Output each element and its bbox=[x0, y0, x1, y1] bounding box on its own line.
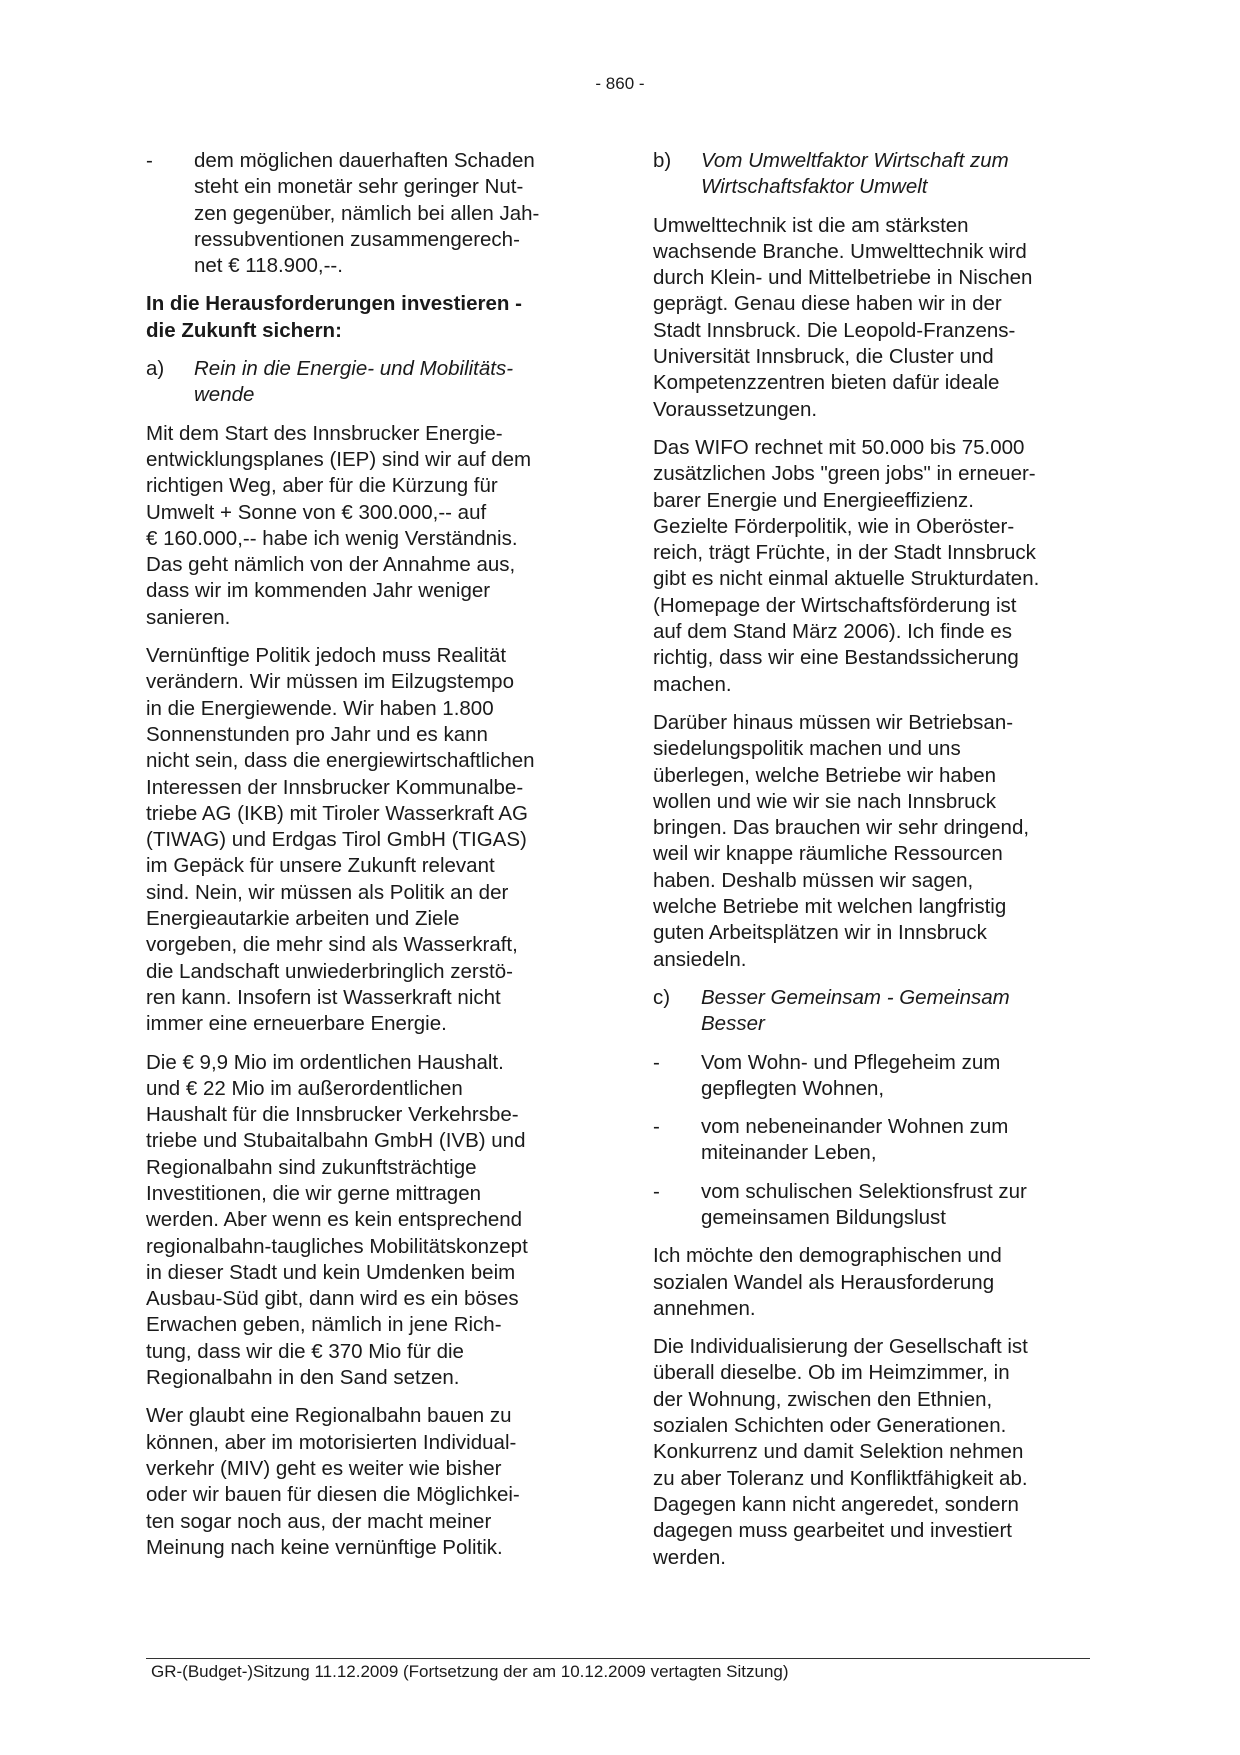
text-line: Vom Wohn- und Pflegeheim zum bbox=[701, 1050, 1001, 1074]
subsection-title bbox=[701, 985, 1090, 1038]
intro-bullet bbox=[146, 148, 583, 279]
text-line: Kompetenzzentren bieten dafür ideale bbox=[653, 371, 1000, 395]
text-line: vorgeben, die mehr sind als Wasserkraft, bbox=[146, 933, 518, 957]
text-line: sozialen Schichten oder Generationen. bbox=[653, 1414, 1007, 1438]
text-line: gemeinsamen Bildungslust bbox=[701, 1205, 946, 1229]
text-line: zu aber Toleranz und Konfliktfähigkeit ab. bbox=[653, 1466, 1028, 1490]
text-line: Investitionen, die wir gerne mittragen bbox=[146, 1181, 482, 1205]
text-line: Universität Innsbruck, die Cluster und bbox=[653, 345, 994, 369]
bullet-text bbox=[701, 1050, 1090, 1103]
text-line: Rein in die Energie- und Mobilitäts- bbox=[194, 357, 514, 381]
text-line: ressubventionen zusammengerech- bbox=[194, 227, 520, 251]
text-line: Mit dem Start des Innsbrucker Energie- bbox=[146, 421, 503, 445]
text-line: reich, trägt Früchte, in der Stadt Innsbruck bbox=[653, 541, 1036, 565]
text-line: richtig, dass wir eine Bestandssicherung bbox=[653, 646, 1019, 670]
paragraph bbox=[146, 1050, 583, 1392]
text-line: Ich möchte den demographischen und bbox=[653, 1244, 1002, 1268]
text-line: tung, dass wir die € 370 Mio für die bbox=[146, 1339, 464, 1363]
text-line: wende bbox=[194, 383, 255, 407]
page-footer: GR-(Budget-)Sitzung 11.12.2009 (Fortsetzung der am 10.12.2009 vertagten Sitzung) bbox=[151, 1662, 789, 1681]
text-line: dem möglichen dauerhaften Schaden bbox=[194, 149, 535, 172]
paragraph bbox=[653, 1334, 1090, 1571]
text-line: steht ein monetär sehr geringer Nut- bbox=[194, 175, 524, 199]
text-line: verkehr (MIV) geht es weiter wie bisher bbox=[146, 1456, 502, 1480]
text-line: Wer glaubt eine Regionalbahn bauen zu bbox=[146, 1404, 512, 1428]
text-line: guten Arbeitsplätzen wir in Innsbruck bbox=[653, 921, 987, 945]
text-line: dagegen muss gearbeitet und investiert bbox=[653, 1519, 1012, 1543]
text-line: werden. Aber wenn es kein entsprechend bbox=[146, 1208, 523, 1232]
text-line: zen gegenüber, nämlich bei allen Jah- bbox=[194, 201, 540, 225]
subsection-a bbox=[146, 356, 583, 409]
left-column bbox=[146, 148, 583, 1573]
text-line: geprägt. Genau diese haben wir in der bbox=[653, 292, 1002, 316]
text-line: weil wir knappe räumliche Ressourcen bbox=[653, 842, 1003, 866]
text-line: (TIWAG) und Erdgas Tirol GmbH (TIGAS) bbox=[146, 828, 527, 852]
text-line: die Zukunft sichern: bbox=[146, 318, 342, 342]
text-line: nicht sein, dass die energiewirtschaftlichen bbox=[146, 749, 535, 773]
list-item bbox=[653, 1050, 1090, 1103]
text-line: Energieautarkie arbeiten und Ziele bbox=[146, 907, 460, 931]
paragraph bbox=[653, 213, 1090, 423]
subsection-marker: c) bbox=[653, 985, 671, 1009]
text-line: überlegen, welche Betriebe wir haben bbox=[653, 763, 997, 787]
text-line: sanieren. bbox=[146, 605, 231, 629]
bullet-marker: - bbox=[653, 1115, 660, 1139]
subsection-marker: a) bbox=[146, 357, 165, 381]
text-line: Vom Umweltfaktor Wirtschaft zum bbox=[701, 149, 1009, 172]
text-line: ansiedeln. bbox=[653, 947, 747, 971]
subsection-c bbox=[653, 985, 1090, 1038]
text-line: Die Individualisierung der Gesellschaft ist bbox=[653, 1335, 1028, 1359]
text-line: machen. bbox=[653, 672, 732, 696]
text-line: Sonnenstunden pro Jahr und es kann bbox=[146, 722, 488, 746]
text-line: Darüber hinaus müssen wir Betriebsan- bbox=[653, 710, 1014, 734]
text-line: welche Betriebe mit welchen langfristig bbox=[653, 895, 1007, 919]
text-line: im Gepäck für unsere Zukunft relevant bbox=[146, 854, 495, 878]
text-line: haben. Deshalb müssen wir sagen, bbox=[653, 868, 974, 892]
bullet-marker: - bbox=[653, 1050, 660, 1074]
subsection-title bbox=[701, 148, 1090, 201]
bullet-marker: - bbox=[146, 149, 153, 172]
subsection-title bbox=[194, 356, 583, 409]
text-line: barer Energie und Energieeffizienz. bbox=[653, 488, 974, 512]
text-line: dass wir im kommenden Jahr weniger bbox=[146, 579, 491, 603]
text-line: ren kann. Insofern ist Wasserkraft nicht bbox=[146, 985, 501, 1009]
text-line: richtigen Weg, aber für die Kürzung für bbox=[146, 474, 498, 498]
paragraph bbox=[146, 421, 583, 631]
paragraph bbox=[653, 710, 1090, 973]
text-line: die Landschaft unwiederbringlich zerstö- bbox=[146, 959, 513, 983]
text-line: annehmen. bbox=[653, 1296, 756, 1320]
text-line: Besser Gemeinsam - Gemeinsam bbox=[701, 985, 1010, 1009]
text-line: Das geht nämlich von der Annahme aus, bbox=[146, 553, 516, 577]
subsection-b bbox=[653, 148, 1090, 201]
text-line: Interessen der Innsbrucker Kommunalbe- bbox=[146, 775, 524, 799]
text-line: bringen. Das brauchen wir sehr dringend, bbox=[653, 816, 1030, 840]
footer-divider bbox=[146, 1658, 1090, 1659]
text-line: triebe AG (IKB) mit Tiroler Wasserkraft AG bbox=[146, 801, 528, 825]
text-line: (Homepage der Wirtschaftsförderung ist bbox=[653, 593, 1017, 617]
text-line: vom schulischen Selektionsfrust zur bbox=[701, 1179, 1027, 1203]
text-line: Meinung nach keine vernünftige Politik. bbox=[146, 1535, 503, 1559]
right-column bbox=[653, 148, 1090, 1583]
paragraph bbox=[146, 643, 583, 1037]
bullet-text bbox=[701, 1179, 1090, 1232]
text-line: können, aber im motorisierten Individual- bbox=[146, 1430, 517, 1454]
text-line: gibt es nicht einmal aktuelle Strukturdaten. bbox=[653, 567, 1040, 591]
list-item bbox=[653, 1114, 1090, 1167]
paragraph bbox=[653, 1243, 1090, 1322]
text-line: In die Herausforderungen investieren - bbox=[146, 292, 522, 316]
text-line: Umwelttechnik ist die am stärksten bbox=[653, 213, 969, 237]
text-line: Regionalbahn sind zukunftsträchtige bbox=[146, 1155, 477, 1179]
subsection-marker: b) bbox=[653, 149, 672, 172]
text-line: vom nebeneinander Wohnen zum bbox=[701, 1115, 1009, 1139]
paragraph bbox=[146, 1403, 583, 1561]
text-line: Voraussetzungen. bbox=[653, 397, 818, 421]
text-line: net € 118.900,--. bbox=[194, 254, 343, 278]
text-line: Konkurrenz und damit Selektion nehmen bbox=[653, 1440, 1024, 1464]
text-line: entwicklungsplanes (IEP) sind wir auf dem bbox=[146, 447, 532, 471]
text-line: durch Klein- und Mittelbetriebe in Nischen bbox=[653, 266, 1033, 290]
bullet-marker: - bbox=[653, 1179, 660, 1203]
text-line: Stadt Innsbruck. Die Leopold-Franzens- bbox=[653, 318, 1016, 342]
bullet-text bbox=[701, 1114, 1090, 1167]
text-line: Umwelt + Sonne von € 300.000,-- auf bbox=[146, 500, 487, 524]
text-line: regionalbahn-taugliches Mobilitätskonzept bbox=[146, 1234, 528, 1258]
text-line: der Wohnung, zwischen den Ethnien, bbox=[653, 1387, 993, 1411]
text-line: Haushalt für die Innsbrucker Verkehrsbe- bbox=[146, 1103, 519, 1127]
text-line: Gezielte Förderpolitik, wie in Oberöster- bbox=[653, 514, 1015, 538]
text-line: sind. Nein, wir müssen als Politik an der bbox=[146, 880, 509, 904]
text-line: und € 22 Mio im außerordentlichen bbox=[146, 1076, 463, 1100]
bullet-text bbox=[194, 148, 583, 279]
text-line: siedelungspolitik machen und uns bbox=[653, 737, 961, 761]
text-line: gepflegten Wohnen, bbox=[701, 1076, 885, 1100]
text-line: Die € 9,9 Mio im ordentlichen Haushalt. bbox=[146, 1050, 504, 1074]
text-line: wollen und wie wir sie nach Innsbruck bbox=[653, 789, 996, 813]
text-line: Wirtschaftsfaktor Umwelt bbox=[701, 175, 928, 199]
text-line: Ausbau-Süd gibt, dann wird es ein böses bbox=[146, 1287, 519, 1311]
text-line: überall dieselbe. Ob im Heimzimmer, in bbox=[653, 1361, 1010, 1385]
text-line: verändern. Wir müssen im Eilzugstempo bbox=[146, 670, 514, 694]
text-line: zusätzlichen Jobs "green jobs" in erneuer- bbox=[653, 462, 1036, 486]
text-line: ten sogar noch aus, der macht meiner bbox=[146, 1509, 492, 1533]
text-line: in dieser Stadt und kein Umdenken beim bbox=[146, 1260, 516, 1284]
text-line: Das WIFO rechnet mit 50.000 bis 75.000 bbox=[653, 435, 1025, 459]
page-number: - 860 - bbox=[595, 74, 645, 93]
text-line: auf dem Stand März 2006). Ich finde es bbox=[653, 620, 1012, 644]
text-line: Vernünftige Politik jedoch muss Realität bbox=[146, 644, 507, 668]
text-line: Erwachen geben, nämlich in jene Rich- bbox=[146, 1313, 502, 1337]
paragraph bbox=[653, 435, 1090, 698]
text-line: immer eine erneuerbare Energie. bbox=[146, 1012, 447, 1036]
text-line: triebe und Stubaitalbahn GmbH (IVB) und bbox=[146, 1129, 526, 1153]
section-heading bbox=[146, 291, 583, 344]
text-line: oder wir bauen für diesen die Möglichkei- bbox=[146, 1483, 520, 1507]
text-line: werden. bbox=[653, 1545, 726, 1569]
text-line: Besser bbox=[701, 1012, 765, 1036]
text-line: sozialen Wandel als Herausforderung bbox=[653, 1270, 995, 1294]
text-line: in die Energiewende. Wir haben 1.800 bbox=[146, 696, 494, 720]
text-line: Regionalbahn in den Sand setzen. bbox=[146, 1366, 460, 1390]
text-line: wachsende Branche. Umwelttechnik wird bbox=[653, 239, 1027, 263]
list-item bbox=[653, 1179, 1090, 1232]
text-line: miteinander Leben, bbox=[701, 1141, 877, 1165]
text-line: € 160.000,-- habe ich wenig Verständnis. bbox=[146, 526, 518, 550]
text-line: Dagegen kann nicht angeredet, sondern bbox=[653, 1492, 1019, 1516]
